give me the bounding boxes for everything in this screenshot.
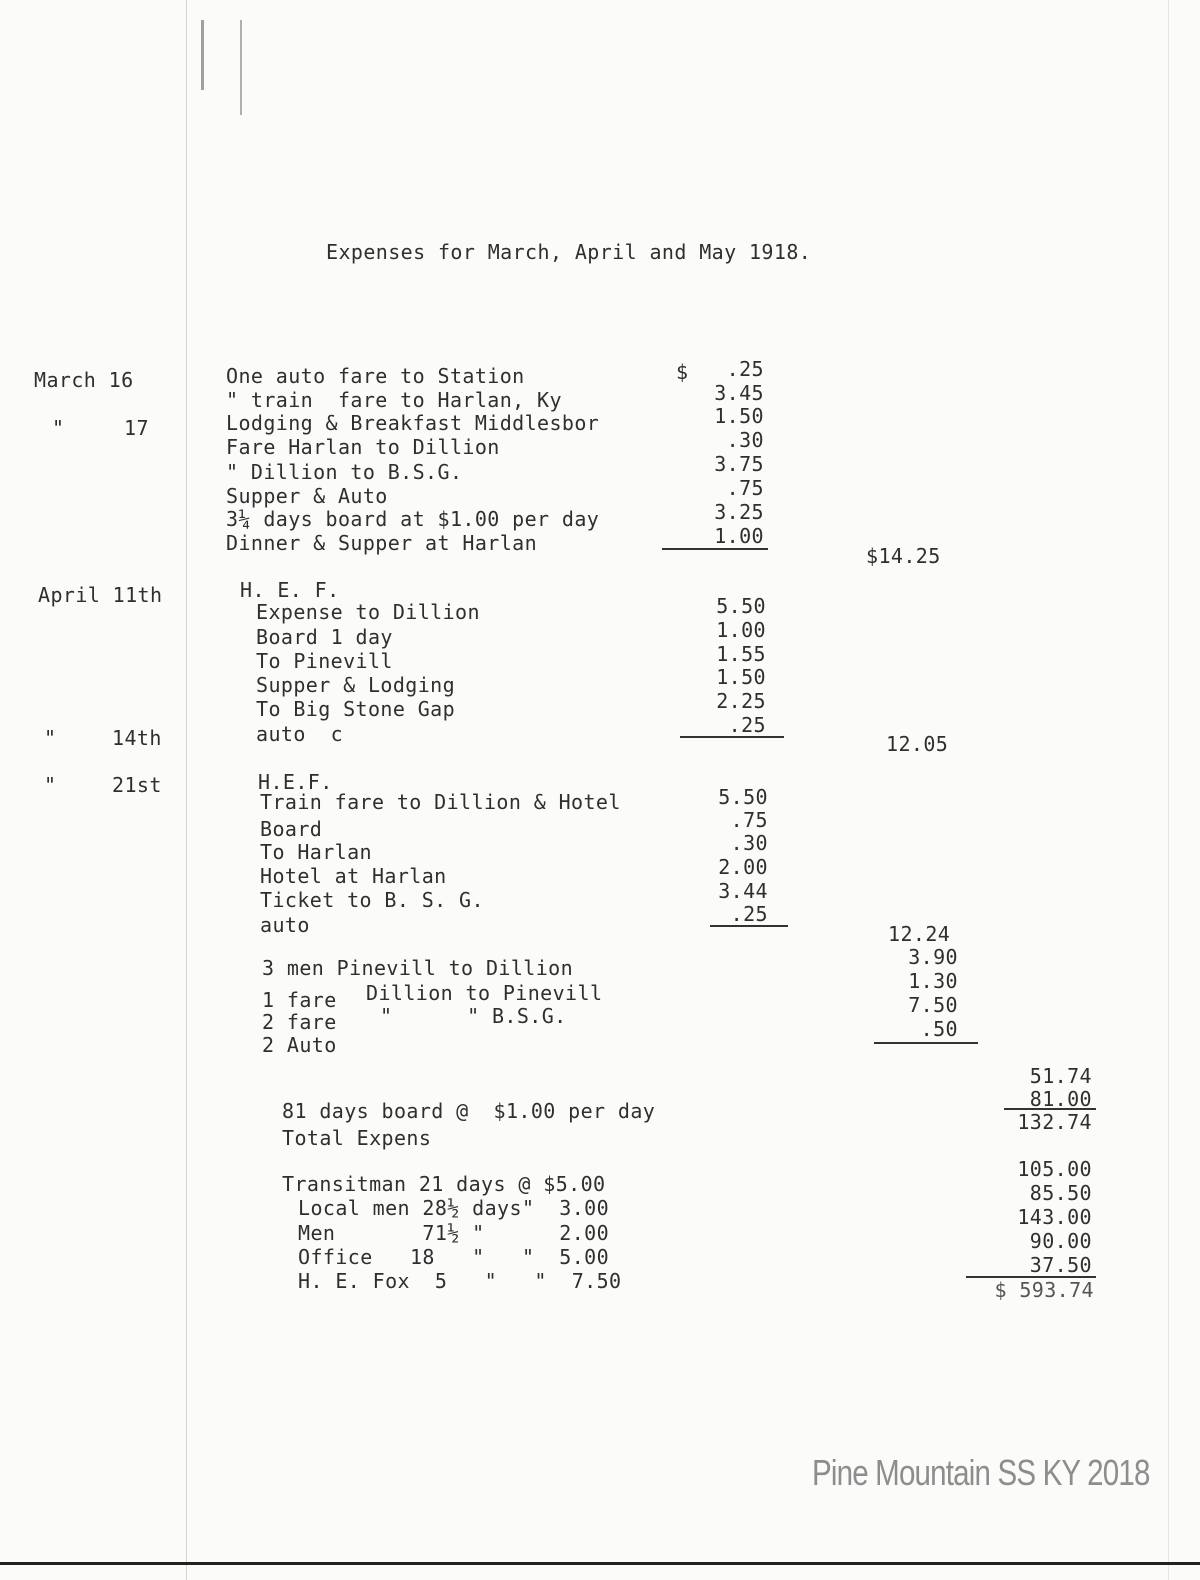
line-item-amount: 1.55 (716, 642, 766, 666)
line-item-desc: " train fare to Harlan, Ky (226, 388, 562, 412)
wage-amount: 90.00 (1029, 1229, 1092, 1253)
line-item-desc: To Big Stone Gap (256, 697, 456, 721)
right-margin-line (1168, 0, 1169, 1580)
line-item-desc: Dinner & Supper at Harlan (226, 531, 538, 555)
line-item-amount: .75 (726, 476, 764, 500)
date-march-16: March 16 (34, 368, 134, 392)
line-item-desc: Dillion to Pinevill (366, 981, 603, 1005)
line-item-desc: Ticket to B. S. G. (260, 888, 484, 912)
board-total: 81.00 (1029, 1087, 1092, 1111)
line-item-desc: To Pinevill (256, 649, 393, 673)
line-item-amount: 1.50 (716, 665, 766, 689)
line-item-desc: 3¼ days board at $1.00 per day (226, 507, 600, 531)
line-item-prefix: 1 fare (262, 988, 337, 1012)
line-item-amount: 5.50 (718, 785, 768, 809)
wage-amount: 143.00 (1017, 1205, 1092, 1229)
date-april-14: 14th (112, 726, 162, 750)
line-item-amount: 3.75 (714, 452, 764, 476)
line-item-amount: 1.00 (716, 618, 766, 642)
line-item-desc: " Dillion to B.S.G. (226, 460, 463, 484)
wage-line: Office 18 " " 5.00 (298, 1245, 610, 1269)
line-item-amount: 1.00 (714, 524, 764, 548)
line-item-desc: Board (260, 817, 323, 841)
line-item-desc: One auto fare to Station (226, 364, 525, 388)
line-item-amount: 3.45 (714, 381, 764, 405)
line-item-amount: .30 (730, 831, 768, 855)
line-item-desc: auto c (256, 722, 344, 746)
line-item-desc: 3 men Pinevill to Dillion (262, 956, 574, 980)
dollar-sign: $ (676, 360, 689, 384)
line-item-desc: Fare Harlan to Dillion (226, 435, 500, 459)
date-april-21: 21st (112, 773, 162, 797)
wage-line: Transitman 21 days @ $5.00 (282, 1172, 606, 1196)
line-item-desc: Lodging & Breakfast Middlesbor (226, 411, 600, 435)
subtotal-april-11: 12.05 (886, 732, 949, 756)
section-heading: H. E. F. (240, 578, 340, 602)
wage-line: Local men 28½ days" 3.00 (298, 1196, 610, 1220)
line-item-desc: Board 1 day (256, 625, 393, 649)
line-item-desc: Supper & Lodging (256, 673, 456, 697)
date-ditto: " (44, 726, 57, 750)
line-item-amount: .50 (920, 1017, 958, 1041)
wage-amount: 37.50 (1029, 1253, 1092, 1277)
line-item-amount: .25 (730, 902, 768, 926)
sum-expenses: 51.74 (1029, 1064, 1092, 1088)
line-item-desc: Expense to Dillion (256, 600, 480, 624)
line-item-desc: Supper & Auto (226, 484, 388, 508)
line-item-amount: .30 (726, 428, 764, 452)
page-title: Expenses for March, April and May 1918. (326, 240, 812, 264)
line-item-amount: 7.50 (908, 993, 958, 1017)
line-item-amount: .75 (730, 808, 768, 832)
total-label: Total Expens (282, 1126, 432, 1150)
line-item-amount: 3.44 (718, 879, 768, 903)
date-ditto: " (44, 773, 57, 797)
margin-line (186, 0, 187, 1580)
sum-rule (710, 925, 788, 927)
wage-line: H. E. Fox 5 " " 7.50 (298, 1269, 622, 1293)
scan-edge (0, 1562, 1200, 1565)
sum-rule (680, 736, 784, 738)
line-item-amount: 3.90 (908, 945, 958, 969)
board-label: 81 days board @ $1.00 per day (282, 1099, 656, 1123)
line-item-desc: auto (260, 913, 310, 937)
line-item-desc: To Harlan (260, 840, 372, 864)
wage-amount: 105.00 (1017, 1157, 1092, 1181)
line-item-amount: .25 (728, 713, 766, 737)
line-item-desc: 2 Auto (262, 1033, 337, 1057)
total-expens: 132.74 (1017, 1110, 1092, 1134)
section-heading: H.E.F. (258, 770, 333, 794)
line-item-amount: 1.30 (908, 969, 958, 993)
watermark: Pine Mountain SS KY 2018 (812, 1452, 1150, 1493)
line-item-amount: 1.50 (714, 404, 764, 428)
line-item-desc: Train fare to Dillion & Hotel (260, 790, 621, 814)
line-item-amount: 3.25 (714, 500, 764, 524)
subtotal-march: $14.25 (866, 544, 941, 568)
line-item-desc: " " B.S.G. (380, 1004, 567, 1028)
sum-rule (662, 548, 768, 550)
staple-mark (240, 20, 242, 115)
wage-line: Men 71½ " 2.00 (298, 1221, 610, 1245)
grand-total: $ 593.74 (994, 1278, 1094, 1302)
line-item-amount: .25 (726, 357, 764, 381)
line-item-desc: Hotel at Harlan (260, 864, 447, 888)
line-item-prefix: 2 fare (262, 1010, 337, 1034)
sum-rule (874, 1042, 978, 1044)
date-ditto: " (52, 416, 65, 440)
line-item-amount: 2.25 (716, 689, 766, 713)
line-item-amount: 2.00 (718, 855, 768, 879)
line-item-amount: 5.50 (716, 594, 766, 618)
date-march-17: 17 (124, 416, 149, 440)
date-april-11: April 11th (38, 583, 163, 607)
wage-amount: 85.50 (1029, 1181, 1092, 1205)
staple-mark (201, 20, 204, 90)
subtotal-april-21: 12.24 (888, 922, 951, 946)
